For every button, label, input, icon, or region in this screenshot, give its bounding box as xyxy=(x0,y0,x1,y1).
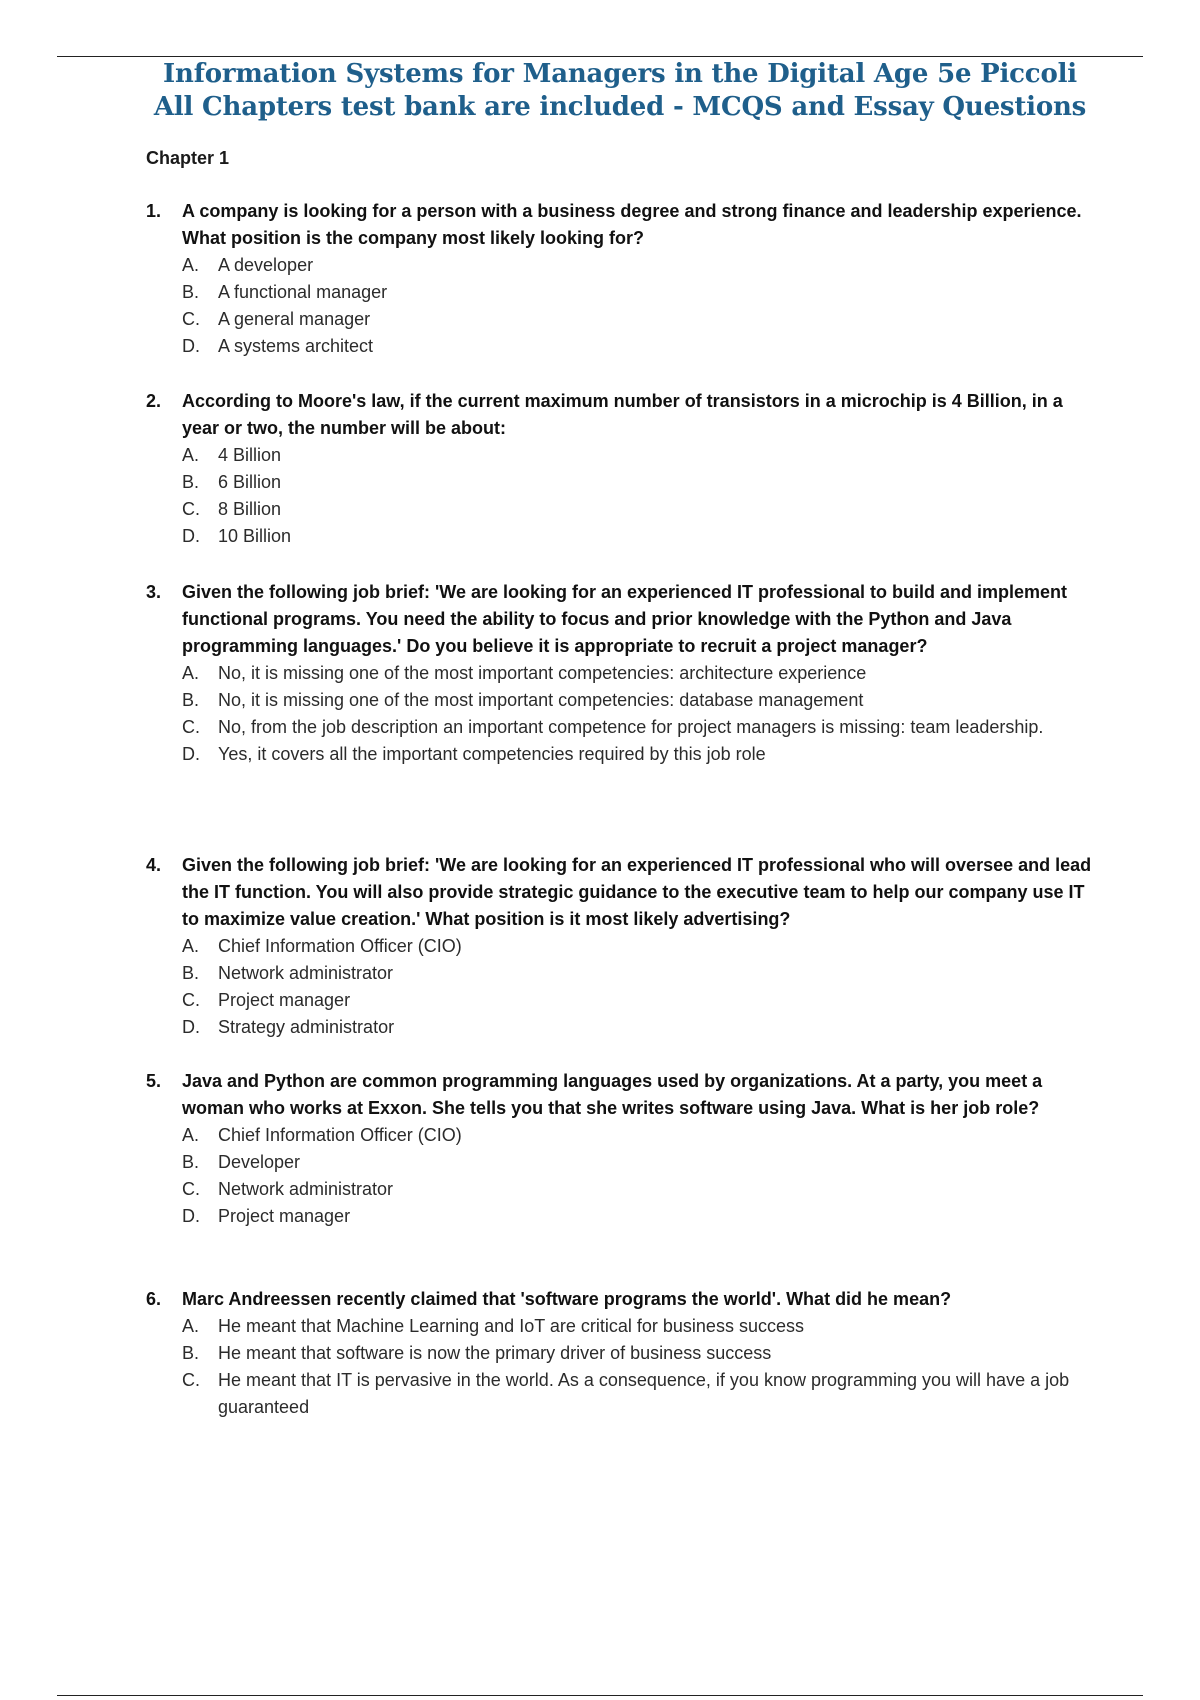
top-rule xyxy=(57,56,1143,57)
option-text: He meant that software is now the primary driver of business success xyxy=(218,1343,772,1363)
answer-option xyxy=(182,333,1096,360)
option-text: 4 Billion xyxy=(218,445,282,465)
option-letter: B. xyxy=(182,690,200,710)
option-letter: C. xyxy=(182,717,200,737)
question-3 xyxy=(146,579,1096,768)
option-text: No, it is missing one of the most important competencies: database management xyxy=(218,690,864,710)
option-letter: A. xyxy=(182,936,200,956)
option-letter: D. xyxy=(182,336,200,356)
option-letter: D. xyxy=(182,1017,200,1037)
option-text: 10 Billion xyxy=(218,526,292,546)
answer-option xyxy=(182,279,1096,306)
option-letter: C. xyxy=(182,1370,200,1390)
question-number: 4. xyxy=(146,855,162,875)
answer-option xyxy=(182,442,1096,469)
option-text: 6 Billion xyxy=(218,472,282,492)
option-letter: A. xyxy=(182,445,200,465)
option-letter: B. xyxy=(182,963,200,983)
question-text: Java and Python are common programming languages used by organizations. At a party, you meet a woman who works at Exxon. She tells you that she writes software using Java. What is her job role? xyxy=(182,1071,1043,1118)
question-number: 5. xyxy=(146,1071,162,1091)
question-text: According to Moore's law, if the current maximum number of transistors in a microchip is 4 Billion, in a year or two, the number will be about: xyxy=(182,391,1063,438)
question-text: A company is looking for a person with a business degree and strong finance and leadership experience. What position is the company most likely looking for? xyxy=(182,201,1082,248)
answer-option xyxy=(182,1014,1096,1041)
option-text: He meant that IT is pervasive in the world. As a consequence, if you know programming you will have a job guaranteed xyxy=(218,1370,1070,1417)
answer-option xyxy=(182,1122,1096,1149)
option-text: 8 Billion xyxy=(218,499,282,519)
answer-option xyxy=(182,1340,1096,1367)
option-text: Strategy administrator xyxy=(218,1017,395,1037)
option-text: Developer xyxy=(218,1152,301,1172)
question-number: 1. xyxy=(146,201,162,221)
answer-option xyxy=(182,741,1096,768)
option-text: Chief Information Officer (CIO) xyxy=(218,1125,462,1145)
document-title xyxy=(0,58,1200,124)
option-text: No, it is missing one of the most important competencies: architecture experience xyxy=(218,663,867,683)
option-text: Project manager xyxy=(218,1206,351,1226)
chapter-heading: Chapter 1 xyxy=(146,148,230,168)
option-letter: B. xyxy=(182,282,200,302)
title-line-2: All Chapters test bank are included - MCQS and Essay Questions xyxy=(153,92,1087,122)
question-number: 6. xyxy=(146,1289,162,1309)
option-text: A developer xyxy=(218,255,314,275)
option-letter: A. xyxy=(182,255,200,275)
option-text: A systems architect xyxy=(218,336,374,356)
question-1 xyxy=(146,198,1096,360)
option-letter: A. xyxy=(182,1316,200,1336)
answer-option xyxy=(182,687,1096,714)
title-line-1: Information Systems for Managers in the Digital Age 5e Piccoli xyxy=(163,59,1077,89)
option-text: Network administrator xyxy=(218,1179,394,1199)
answer-option xyxy=(182,252,1096,279)
answer-option xyxy=(182,1203,1096,1230)
option-text: A general manager xyxy=(218,309,371,329)
answer-option xyxy=(182,1313,1096,1340)
answer-option xyxy=(182,306,1096,333)
answer-option xyxy=(182,987,1096,1014)
question-5 xyxy=(146,1068,1096,1230)
option-text: No, from the job description an important competence for project managers is missing: team leadership. xyxy=(218,717,1044,737)
option-text: Project manager xyxy=(218,990,351,1010)
question-text: Given the following job brief: 'We are looking for an experienced IT professional who will oversee and lead the IT function. You will also provide strategic guidance to the executive team to help our company use IT to maximize value creation.' What position is it most likely advertising? xyxy=(182,855,1092,929)
answer-option xyxy=(182,1176,1096,1203)
option-letter: C. xyxy=(182,309,200,329)
answer-option xyxy=(182,660,1096,687)
answer-option xyxy=(182,469,1096,496)
option-text: Chief Information Officer (CIO) xyxy=(218,936,462,956)
option-letter: B. xyxy=(182,1343,200,1363)
question-number: 2. xyxy=(146,391,162,411)
answer-option xyxy=(182,714,1096,741)
answer-option xyxy=(182,1367,1096,1421)
option-letter: C. xyxy=(182,1179,200,1199)
answer-option xyxy=(182,523,1096,550)
answer-option xyxy=(182,496,1096,523)
option-letter: B. xyxy=(182,1152,200,1172)
question-6 xyxy=(146,1286,1096,1421)
option-text: Yes, it covers all the important competencies required by this job role xyxy=(218,744,766,764)
option-letter: D. xyxy=(182,526,200,546)
option-letter: A. xyxy=(182,663,200,683)
option-text: Network administrator xyxy=(218,963,394,983)
answer-option xyxy=(182,933,1096,960)
option-letter: C. xyxy=(182,499,200,519)
option-text: He meant that Machine Learning and IoT are critical for business success xyxy=(218,1316,804,1336)
option-letter: C. xyxy=(182,990,200,1010)
answer-option xyxy=(182,960,1096,987)
question-text: Given the following job brief: 'We are looking for an experienced IT professional to build and implement functional programs. You need the ability to focus and prior knowledge with the Python and Java programming languages.' Do you believe it is appropriate to recruit a project manager? xyxy=(182,582,1068,656)
option-letter: B. xyxy=(182,472,200,492)
question-2 xyxy=(146,388,1096,550)
question-number: 3. xyxy=(146,582,162,602)
option-letter: D. xyxy=(182,1206,200,1226)
bottom-rule xyxy=(57,1695,1143,1696)
question-text: Marc Andreessen recently claimed that 'software programs the world'. What did he mean? xyxy=(182,1289,952,1309)
option-letter: A. xyxy=(182,1125,200,1145)
question-4 xyxy=(146,852,1096,1041)
option-text: A functional manager xyxy=(218,282,388,302)
option-letter: D. xyxy=(182,744,200,764)
answer-option xyxy=(182,1149,1096,1176)
